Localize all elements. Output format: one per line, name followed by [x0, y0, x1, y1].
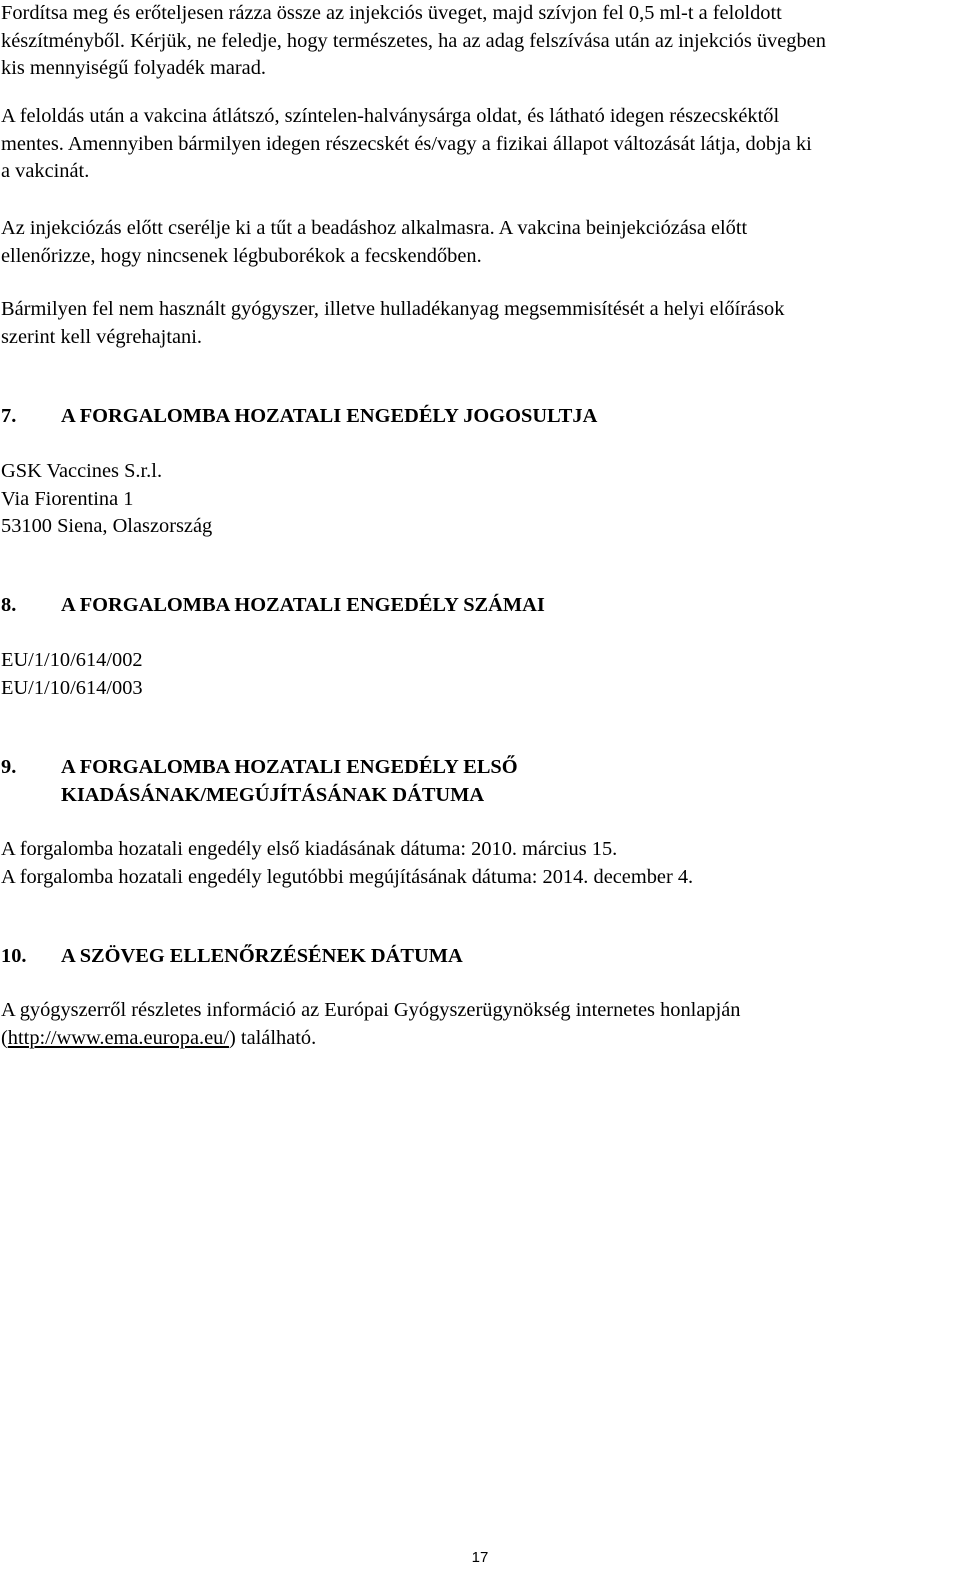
first-authorisation-date: A forgalomba hozatali engedély első kiadásának dátuma: 2010. március 15. — [1, 838, 618, 860]
section-title: A FORGALOMBA HOZATALI ENGEDÉLY ELSŐ — [61, 756, 518, 778]
text-line: kis mennyiségű folyadék marad. — [1, 57, 267, 79]
section-8-heading — [1, 592, 545, 620]
authorisation-number: EU/1/10/614/002 — [1, 649, 143, 671]
ema-website-link[interactable]: http://www.ema.europa.eu/ — [7, 1026, 230, 1049]
text-line: Bármilyen fel nem használt gyógyszer, illetve hulladékanyag megsemmisítését a helyi előírások — [1, 298, 785, 320]
text-line: szerint kell végrehajtani. — [1, 325, 202, 348]
section-10-heading — [1, 943, 463, 971]
section-number: 10. — [1, 945, 27, 967]
section-7-heading — [1, 403, 597, 431]
text-line: A gyógyszerről részletes információ az Európai Gyógyszerügynökség internetes honlapján — [1, 999, 741, 1021]
section-number: 8. — [1, 594, 17, 616]
paragraph-appearance — [1, 103, 956, 186]
text-line: Az injekciózás előtt cserélje ki a tűt a beadáshoz alkalmasra. A vakcina beinjekciózása előtt — [1, 217, 748, 239]
holder-city: 53100 Siena, Olaszország — [1, 515, 213, 537]
text-line-with-link — [1, 1025, 956, 1053]
section-9-heading — [1, 754, 518, 809]
section-title: A FORGALOMBA HOZATALI ENGEDÉLY JOGOSULTJA — [61, 405, 598, 427]
text-line: ellenőrizze, hogy nincsenek légbuborékok a fecskendőben. — [1, 244, 482, 267]
section-number: 9. — [1, 756, 17, 778]
section-8-numbers — [1, 647, 956, 702]
paragraph-disposal — [1, 296, 956, 351]
authorisation-number: EU/1/10/614/003 — [1, 676, 143, 699]
section-title: A SZÖVEG ELLENŐRZÉSÉNEK DÁTUMA — [61, 945, 463, 967]
section-7-holder-address — [1, 458, 956, 541]
holder-name: GSK Vaccines S.r.l. — [1, 460, 163, 482]
text-line: A feloldás után a vakcina átlátszó, színtelen-halványsárga oldat, és látható idegen részecskéktől — [1, 105, 780, 127]
paragraph-reconstitution — [1, 0, 956, 83]
paragraph-needle — [1, 215, 956, 270]
renewal-date: A forgalomba hozatali engedély legutóbbi megújításának dátuma: 2014. december 4. — [1, 865, 694, 888]
text-line: készítményből. Kérjük, ne feledje, hogy természetes, ha az adag felszívása után az injekciós üvegben — [1, 29, 826, 52]
section-title: A FORGALOMBA HOZATALI ENGEDÉLY SZÁMAI — [61, 594, 545, 616]
holder-street: Via Fiorentina 1 — [1, 487, 134, 510]
text-line: mentes. Amennyiben bármilyen idegen részecskét és/vagy a fizikai állapot változását látja, dobja ki — [1, 132, 812, 155]
section-title-continued: KIADÁSÁNAK/MEGÚJÍTÁSÁNAK DÁTUMA — [61, 783, 485, 806]
section-10-text — [1, 997, 956, 1052]
section-number: 7. — [1, 405, 17, 427]
page-number: 17 — [471, 1549, 489, 1566]
text-line: Fordítsa meg és erőteljesen rázza össze az injekciós üveget, majd szívjon fel 0,5 ml-t a feloldott — [1, 2, 782, 24]
paren-open: ( — [1, 1026, 8, 1049]
text-line: a vakcinát. — [1, 160, 90, 182]
section-9-dates — [1, 836, 956, 891]
link-trailing-text: ) található. — [229, 1026, 317, 1049]
